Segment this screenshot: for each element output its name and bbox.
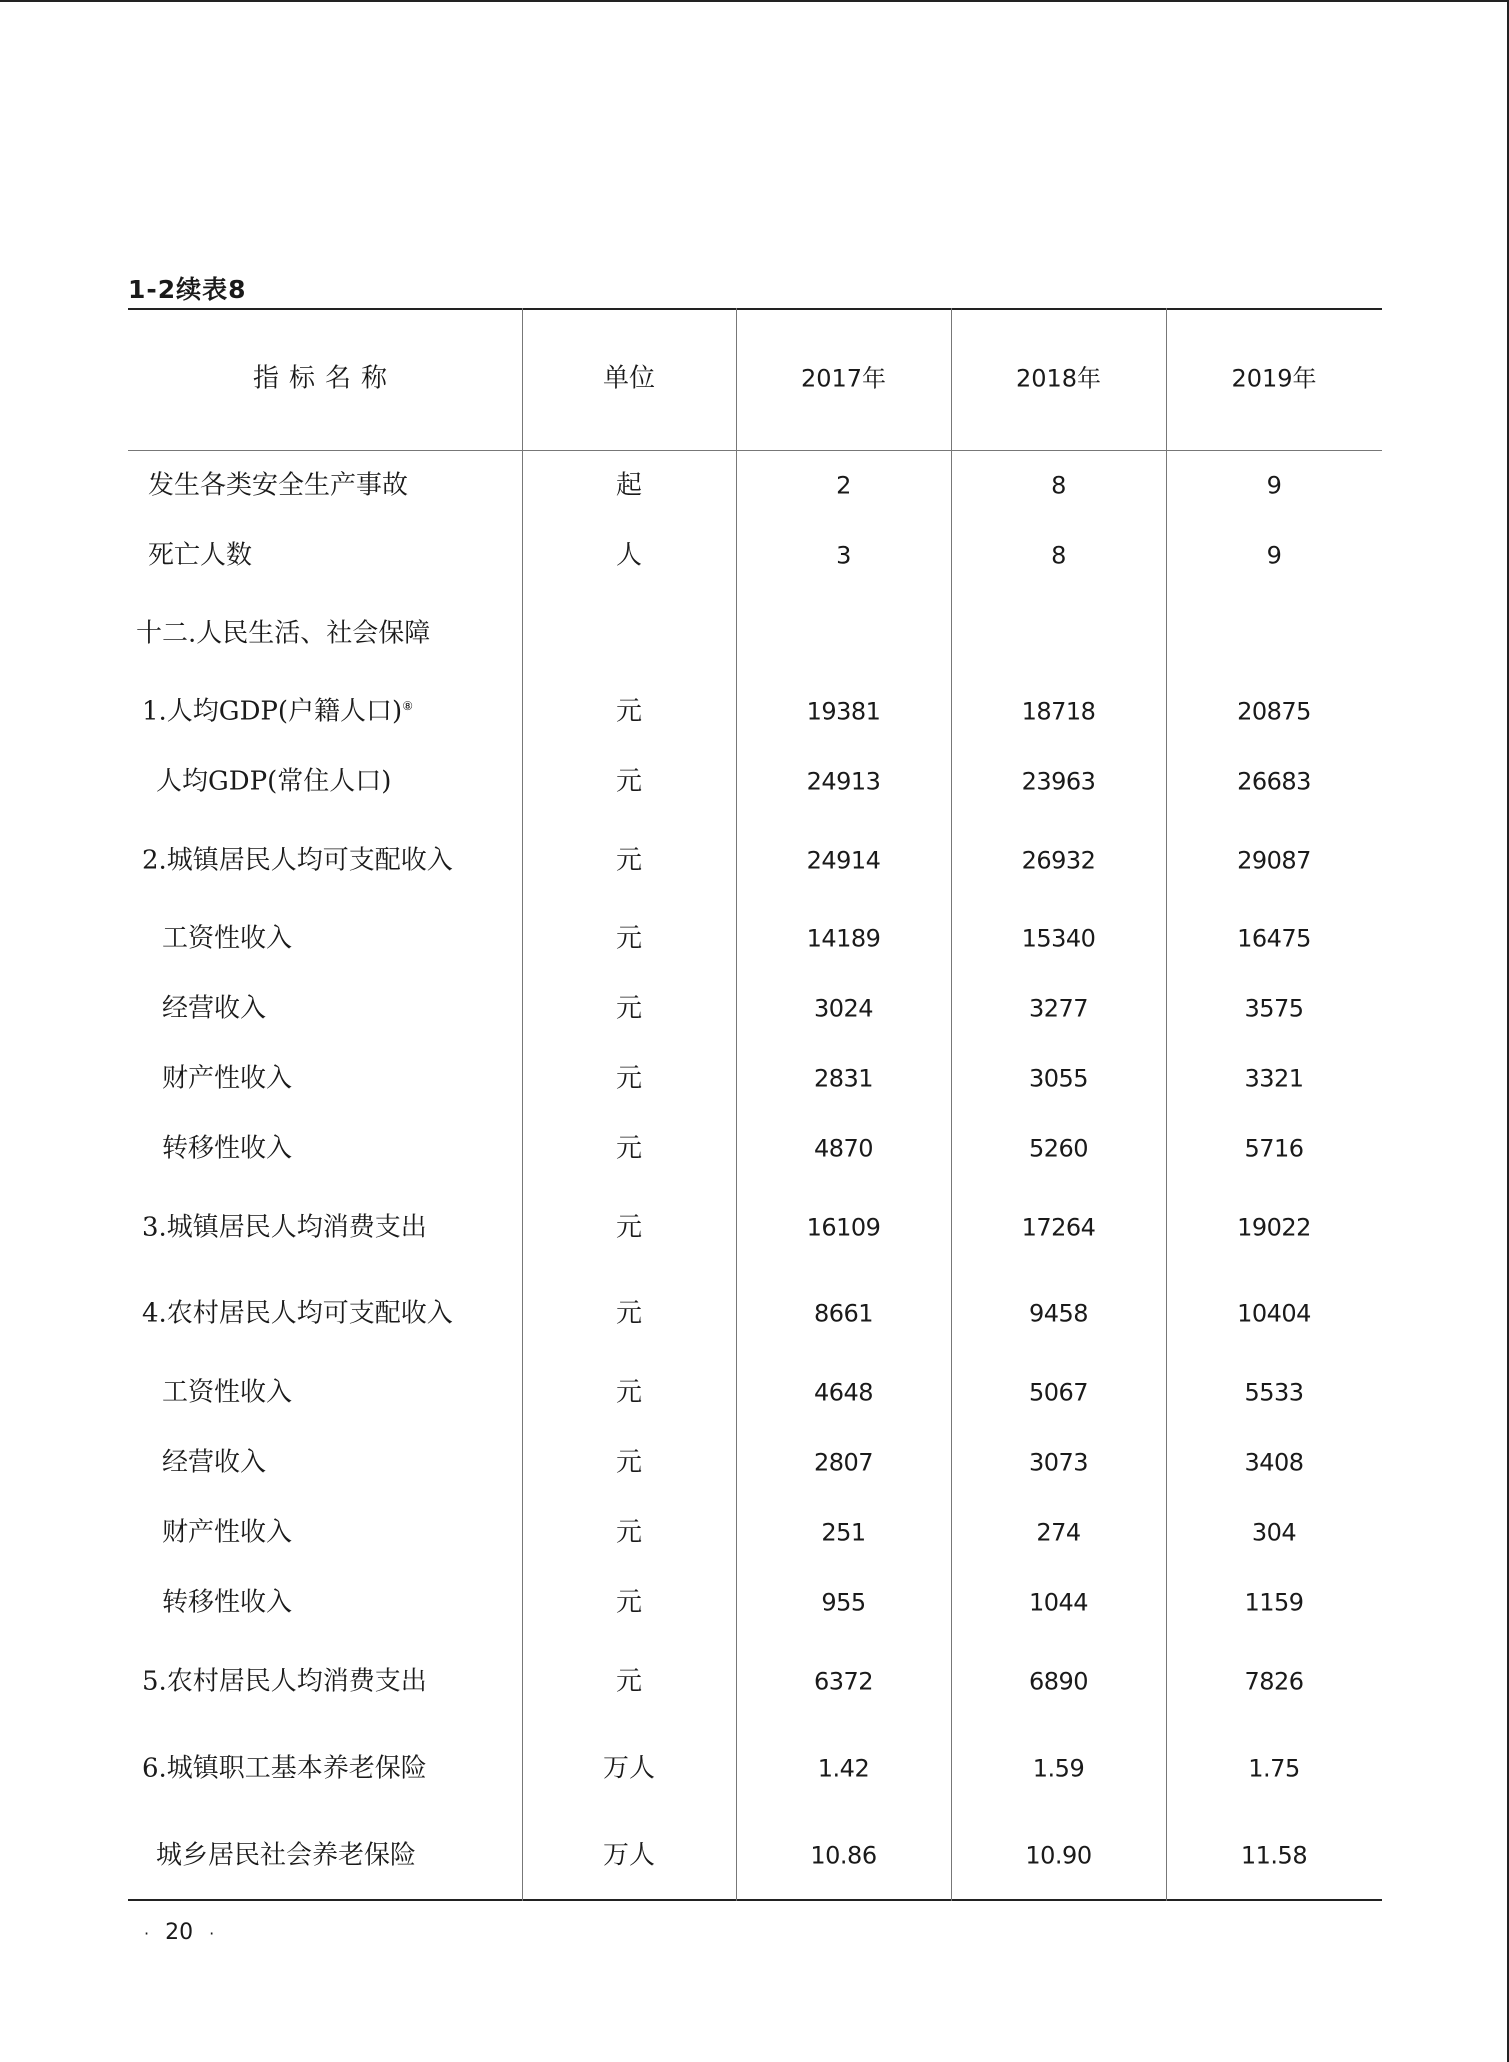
indicator-name-text: 工资性收入 [162, 923, 293, 954]
header-rule [128, 450, 1382, 451]
row-10-cell-2019: 19022 [1237, 1213, 1311, 1242]
indicator-name-text: 经营收入 [162, 1447, 267, 1478]
indicator-name-text: 经营收入 [162, 993, 267, 1024]
row-14-cell-2018: 274 [1036, 1518, 1081, 1547]
indicator-name-text: 4.农村居民人均可支配收入 [142, 1298, 453, 1329]
row-11-cell-2019: 10404 [1237, 1299, 1311, 1328]
indicator-name-text: 6.城镇职工基本养老保险 [142, 1753, 427, 1784]
row-0-cell-2018: 8 [1051, 471, 1066, 500]
header-2019: 2019年 [1231, 364, 1317, 393]
page-number-dot-left: · [144, 1923, 150, 1943]
row-3-cell-2017: 19381 [806, 697, 881, 726]
row-13-indicator-name [162, 1447, 266, 1478]
row-0-indicator-name [148, 470, 408, 501]
row-2-indicator-name [136, 618, 430, 649]
indicator-name-text: 人均GDP(常住人口) [156, 766, 392, 797]
row-17-cell-2019: 1.75 [1248, 1754, 1300, 1783]
footnote-marker: ⑧ [402, 698, 413, 713]
page-border-top [0, 0, 1509, 2]
row-0-cell-2017: 2 [836, 471, 851, 500]
row-15-cell-2019: 1159 [1244, 1588, 1304, 1617]
row-5-cell-unit: 元 [615, 845, 642, 876]
row-14-cell-2019: 304 [1251, 1518, 1297, 1547]
row-0-cell-2019: 9 [1266, 471, 1282, 500]
row-9-indicator-name [162, 1133, 292, 1164]
row-7-cell-2017: 3024 [813, 994, 874, 1023]
row-1-cell-unit: 人 [615, 540, 642, 571]
row-11-cell-unit: 元 [615, 1298, 642, 1329]
table-top-rule [128, 308, 1382, 310]
indicator-name-text: 死亡人数 [148, 540, 253, 571]
row-1-cell-2017: 3 [836, 541, 851, 570]
row-4-cell-2018: 23963 [1021, 767, 1096, 796]
row-8-cell-unit: 元 [615, 1063, 642, 1094]
header-unit: 单位 [602, 363, 655, 394]
row-13-cell-unit: 元 [615, 1447, 642, 1478]
row-5-cell-2019: 29087 [1237, 846, 1311, 875]
row-9-cell-2018: 5260 [1028, 1134, 1089, 1163]
row-7-cell-2018: 3277 [1028, 994, 1089, 1023]
row-8-cell-2018: 3055 [1028, 1064, 1089, 1093]
row-18-cell-2019: 11.58 [1240, 1841, 1308, 1870]
row-12-cell-unit: 元 [615, 1377, 642, 1408]
row-9-cell-unit: 元 [615, 1133, 642, 1164]
row-14-indicator-name [162, 1517, 292, 1548]
row-9-cell-2017: 4870 [813, 1134, 874, 1163]
row-16-cell-2018: 6890 [1028, 1667, 1089, 1696]
row-17-cell-2017: 1.42 [817, 1754, 870, 1783]
header-2018: 2018年 [1015, 364, 1102, 393]
row-15-indicator-name [162, 1587, 292, 1618]
row-1-cell-2018: 8 [1051, 541, 1066, 570]
row-3-indicator-name [142, 696, 413, 727]
row-0-cell-unit: 起 [615, 470, 642, 501]
row-4-cell-unit: 元 [615, 766, 642, 797]
row-8-indicator-name [162, 1063, 292, 1094]
row-3-cell-2019: 20875 [1237, 697, 1311, 726]
row-10-cell-2018: 17264 [1021, 1213, 1096, 1242]
row-7-cell-unit: 元 [615, 993, 642, 1024]
row-8-cell-2019: 3321 [1244, 1064, 1304, 1093]
table-title: 1-2续表8 [128, 275, 247, 304]
row-9-cell-2019: 5716 [1244, 1134, 1304, 1163]
row-16-cell-unit: 元 [615, 1666, 642, 1697]
indicator-name-text: 3.城镇居民人均消费支出 [142, 1212, 427, 1243]
row-7-indicator-name [162, 993, 266, 1024]
row-14-cell-2017: 251 [821, 1518, 866, 1547]
row-3-cell-unit: 元 [615, 696, 642, 727]
row-10-cell-unit: 元 [615, 1212, 642, 1243]
row-13-cell-2018: 3073 [1028, 1448, 1089, 1477]
row-18-cell-2017: 10.86 [810, 1841, 877, 1870]
row-4-cell-2019: 26683 [1237, 767, 1311, 796]
row-6-cell-2019: 16475 [1237, 924, 1311, 953]
row-16-cell-2017: 6372 [813, 1667, 874, 1696]
row-16-indicator-name [142, 1666, 427, 1697]
row-15-cell-2018: 1044 [1028, 1588, 1089, 1617]
page-number [128, 1920, 230, 1945]
row-12-cell-2018: 5067 [1028, 1378, 1089, 1407]
row-6-cell-2017: 14189 [806, 924, 881, 953]
indicator-name-text: 工资性收入 [162, 1377, 293, 1408]
row-4-cell-2017: 24913 [806, 767, 881, 796]
row-13-cell-2017: 2807 [813, 1448, 874, 1477]
row-16-cell-2019: 7826 [1244, 1667, 1304, 1696]
header-indicator-name: 指标名称 [252, 363, 397, 394]
indicator-name-text: 城乡居民社会养老保险 [156, 1840, 417, 1871]
indicator-name-text: 财产性收入 [162, 1063, 293, 1094]
statistics-table [128, 308, 1382, 1901]
row-15-cell-2017: 955 [821, 1588, 866, 1617]
row-5-cell-2017: 24914 [806, 846, 881, 875]
row-13-cell-2019: 3408 [1244, 1448, 1304, 1477]
indicator-name-text: 财产性收入 [162, 1517, 293, 1548]
row-14-cell-unit: 元 [615, 1517, 642, 1548]
indicator-name-text: 转移性收入 [162, 1587, 293, 1618]
row-10-cell-2017: 16109 [806, 1213, 881, 1242]
row-1-cell-2019: 9 [1266, 541, 1282, 570]
row-11-cell-2017: 8661 [813, 1299, 874, 1328]
row-5-cell-2018: 26932 [1021, 846, 1096, 875]
indicator-name-text: 2.城镇居民人均可支配收入 [142, 845, 453, 876]
row-12-indicator-name [162, 1377, 292, 1408]
row-17-indicator-name [142, 1753, 427, 1784]
page-number-dot-right: · [209, 1923, 215, 1943]
indicator-name-text: 十二.人民生活、社会保障 [136, 618, 431, 649]
row-6-cell-unit: 元 [615, 923, 642, 954]
row-12-cell-2017: 4648 [813, 1378, 874, 1407]
row-18-cell-2018: 10.90 [1025, 1841, 1092, 1870]
header-2017: 2017年 [800, 364, 887, 393]
row-17-cell-unit: 万人 [602, 1753, 655, 1784]
page-number-value: 20 [165, 1920, 194, 1945]
indicator-name-text: 转移性收入 [162, 1133, 293, 1164]
row-7-cell-2019: 3575 [1244, 994, 1304, 1023]
row-6-indicator-name [162, 923, 292, 954]
row-18-indicator-name [156, 1840, 416, 1871]
row-12-cell-2019: 5533 [1244, 1378, 1304, 1407]
row-11-cell-2018: 9458 [1028, 1299, 1089, 1328]
row-8-cell-2017: 2831 [813, 1064, 874, 1093]
row-4-indicator-name [156, 766, 391, 797]
row-18-cell-unit: 万人 [602, 1840, 655, 1871]
row-3-cell-2018: 18718 [1021, 697, 1096, 726]
table-bottom-rule [128, 1899, 1382, 1901]
indicator-name-text: 5.农村居民人均消费支出 [142, 1666, 427, 1697]
row-5-indicator-name [142, 845, 453, 876]
row-6-cell-2018: 15340 [1021, 924, 1096, 953]
indicator-name-text: 发生各类安全生产事故 [148, 470, 409, 501]
row-15-cell-unit: 元 [615, 1587, 642, 1618]
row-10-indicator-name [142, 1212, 427, 1243]
indicator-name-text: 1.人均GDP(户籍人口) [142, 696, 403, 727]
row-1-indicator-name [148, 540, 252, 571]
row-11-indicator-name [142, 1298, 453, 1329]
row-17-cell-2018: 1.59 [1032, 1754, 1085, 1783]
